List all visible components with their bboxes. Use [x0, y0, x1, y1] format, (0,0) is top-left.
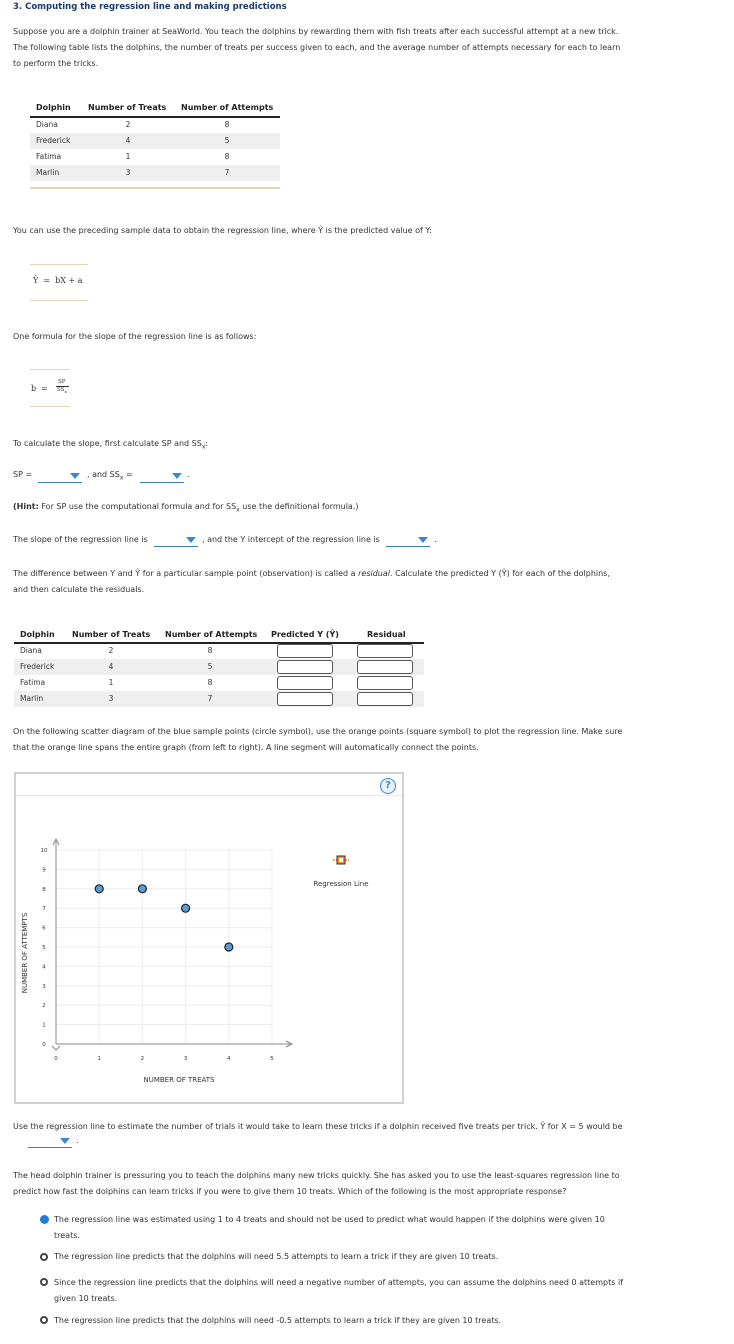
- y-tick-label: 2: [42, 1003, 46, 1010]
- option-label-2[interactable]: The regression line predicts that the dolphins will need 5.5 attempts to learn a trick if they are given 10 treats.: [54, 1252, 499, 1261]
- table-row: Frederick 4 5: [30, 133, 280, 149]
- residual-input-fatima[interactable]: [357, 676, 413, 690]
- sample-point: [95, 885, 103, 893]
- table-row: Fatima 1 8: [20, 678, 213, 687]
- y-tick-label: 9: [42, 867, 46, 874]
- table-header-residual: Residual: [367, 630, 406, 639]
- y-tick-label: 3: [42, 983, 46, 990]
- sp-dropdown[interactable]: [38, 471, 82, 483]
- y-tick-label: 6: [42, 925, 46, 932]
- y-tick-label: 7: [42, 906, 46, 913]
- slope-label: The slope of the regression line is: [13, 535, 148, 544]
- y-axis-down-arrow-icon: [52, 1046, 60, 1050]
- residual-input-diana[interactable]: [357, 644, 413, 658]
- hint-text: (Hint: For SP use the computational formula and for $SS_x$ use the definitional formula.): [13, 502, 359, 514]
- chevron-down-icon: [70, 473, 80, 479]
- option-label-1[interactable]: The regression line was estimated using 1 to 4 treats and should not be used to predict what would happen if the dolphins were given 10 treats.: [54, 1215, 605, 1240]
- chevron-down-icon: [172, 473, 182, 479]
- table-header-predicted: Predicted Y (Ŷ): [271, 630, 339, 639]
- intro-text: Suppose you are a dolphin trainer at SeaWorld. You teach the dolphins by rewarding them with fish treats after each successful attempt at a new trick. The following table lists the dolphins, the number of treats per success given to each, and the average number of attempts necessary for each to learn to perform the tricks.: [13, 27, 621, 68]
- option-radio-1[interactable]: [40, 1215, 49, 1224]
- table-row: Diana 2 8: [20, 646, 213, 655]
- y-tick-label: 0: [42, 1042, 46, 1048]
- ssx-dropdown[interactable]: [140, 471, 184, 483]
- ssx-label: , and $SS_x$ =: [87, 470, 133, 482]
- table-header-attempts: Number of Attempts: [165, 630, 258, 639]
- estimate-text: Use the regression line to estimate the number of trials it would take to learn these tricks if a dolphin received five treats per trick. Ŷ for X = 5 would be: [13, 1122, 623, 1131]
- sample-point: [138, 885, 146, 893]
- table-row: Fatima 1 8: [36, 152, 230, 161]
- residual-input-frederick[interactable]: [357, 660, 413, 674]
- x-tick-label: 2: [140, 1056, 145, 1062]
- chevron-down-icon: [418, 537, 428, 543]
- predicted-input-frederick[interactable]: [277, 660, 333, 674]
- legend-label: Regression Line: [313, 880, 369, 888]
- table-header-dolphin: Dolphin: [20, 630, 55, 639]
- help-icon[interactable]: ?: [380, 778, 396, 794]
- x-tick-label: 1: [97, 1056, 101, 1062]
- predicted-input-marlin[interactable]: [277, 692, 333, 706]
- y-tick-label: 1: [42, 1022, 46, 1029]
- option-radio-3[interactable]: [40, 1278, 48, 1286]
- predicted-input-fatima[interactable]: [277, 676, 333, 690]
- intercept-label: , and the Y intercept of the regression line is: [202, 535, 380, 544]
- table-header-treats: Number of Treats: [88, 103, 167, 112]
- regression-text: You can use the preceding sample data to obtain the regression line, where Ŷ is the predicted value of Y:: [13, 226, 432, 235]
- chevron-down-icon: [186, 537, 196, 543]
- regression-legend[interactable]: [313, 856, 368, 888]
- regression-formula: Ŷ = bX + a: [33, 276, 83, 285]
- predicted-input-diana[interactable]: [277, 644, 333, 658]
- table-row: Marlin 3 7: [14, 691, 424, 707]
- sample-point: [225, 943, 233, 951]
- chevron-down-icon: [60, 1138, 70, 1144]
- slope-formula-text: One formula for the slope of the regression line is as follows:: [13, 332, 257, 341]
- graph-widget[interactable]: [14, 772, 404, 1104]
- residual-text: The difference between Y and Ŷ for a particular sample point (observation) is called a residual. Calculate the predicted Y (Ŷ) for each of the dolphins, and then calculate the residuals.: [13, 569, 610, 594]
- sp-label: SP =: [13, 470, 33, 479]
- question-text: The head dolphin trainer is pressuring you to teach the dolphins many new tricks quickly. She has asked you to use the least-squares regression line to predict how fast the dolphins can learn tricks if you were to give them 10 treats. Which of the following is the most appropriate response?: [13, 1171, 620, 1196]
- slope-dropdown[interactable]: [154, 535, 198, 547]
- intercept-dropdown[interactable]: [386, 535, 430, 547]
- estimate-dropdown[interactable]: [28, 1136, 72, 1148]
- x-axis-label: NUMBER OF TREATS: [143, 1076, 215, 1084]
- scatter-instructions: On the following scatter diagram of the blue sample points (circle symbol), use the orange points (square symbol) to plot the regression line. Make sure that the orange line spans the entire graph (from left to right). A line segment will automatically connect the points.: [13, 727, 623, 752]
- x-tick-label: 4: [227, 1056, 231, 1062]
- table-header-attempts: Number of Attempts: [181, 103, 274, 112]
- sample-point: [182, 904, 190, 912]
- calc-instruction: To calculate the slope, first calculate SP and $SS_x$:: [13, 439, 209, 451]
- option-label-4[interactable]: The regression line predicts that the dolphins will need -0.5 attempts to learn a trick if they are given 10 treats.: [54, 1316, 502, 1325]
- x-tick-label: 0: [54, 1056, 58, 1062]
- y-tick-label: 4: [42, 964, 46, 971]
- y-axis-label: NUMBER OF ATTEMPTS: [21, 912, 29, 994]
- table-row: Frederick 4 5: [14, 659, 424, 675]
- option-label-3[interactable]: Since the regression line predicts that the dolphins will need a negative number of attempts, you can assume the dolphins need 0 attempts if given 10 treats.: [54, 1278, 623, 1303]
- table-row: Marlin 3 7: [30, 165, 280, 181]
- y-tick-label: 5: [42, 945, 46, 951]
- table-header-dolphin: Dolphin: [36, 103, 71, 112]
- option-radio-4[interactable]: [40, 1316, 48, 1324]
- y-tick-label: 10: [40, 848, 48, 854]
- option-radio-2[interactable]: [40, 1253, 48, 1261]
- x-tick-label: 5: [270, 1056, 274, 1062]
- y-tick-label: 8: [42, 886, 46, 893]
- scatter-chart[interactable]: [16, 798, 402, 1102]
- table-header-treats: Number of Treats: [72, 630, 151, 639]
- residual-input-marlin[interactable]: [357, 692, 413, 706]
- x-tick-label: 3: [183, 1056, 188, 1062]
- table-row: Diana 2 8: [36, 120, 230, 129]
- question-title: 3. Computing the regression line and making predictions: [13, 2, 287, 12]
